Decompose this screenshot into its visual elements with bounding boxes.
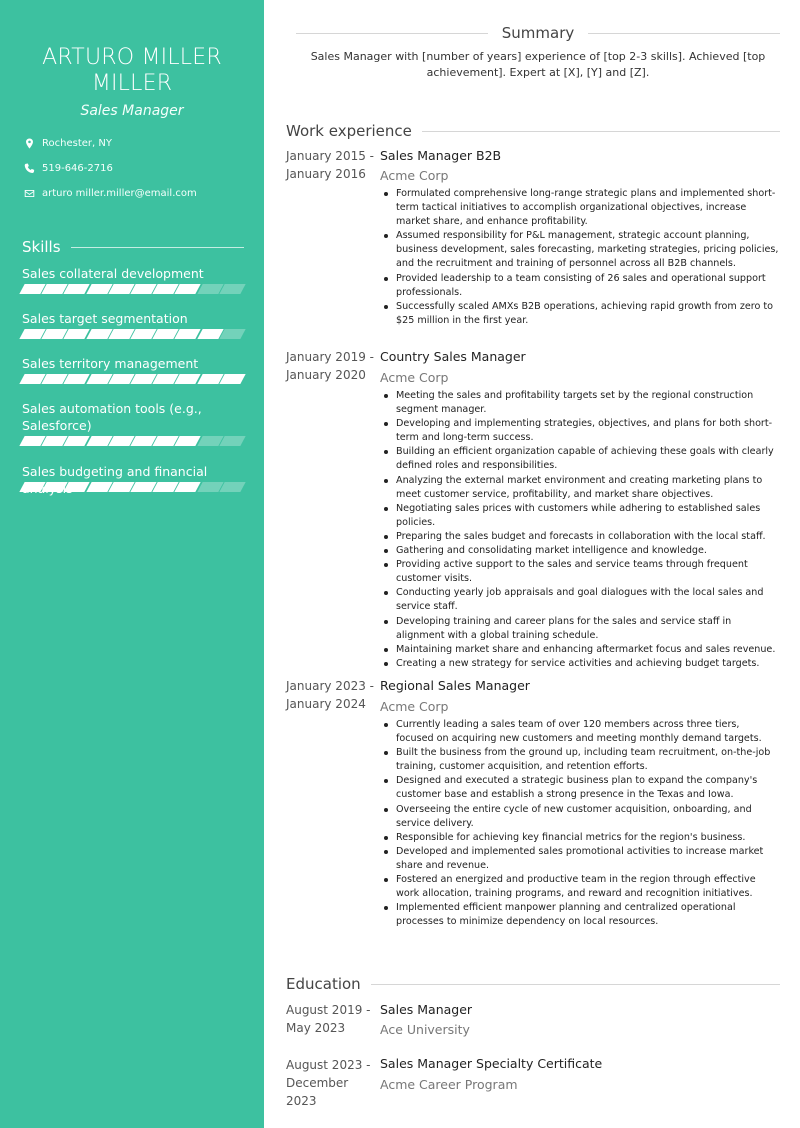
job-bullet: Successfully scaled AMXs B2B operations, achieving rapid growth from zero to $25 million in the first year.	[380, 300, 780, 328]
name-line-2: MILLER	[91, 71, 173, 96]
job-company: Acme Corp	[380, 699, 449, 714]
skill-level-bar	[22, 329, 244, 339]
education-dates	[286, 1001, 376, 1037]
education-school: Ace University	[380, 1022, 470, 1037]
job-bullet: Building an efficient organization capable of achieving these goals with clearly defined roles and responsibilities.	[380, 445, 780, 473]
education-school: Acme Career Program	[380, 1077, 518, 1092]
job-bullet: Analyzing the external market environment and creating marketing plans to meet customer service, profitability, and market share objectives.	[380, 474, 780, 502]
job-bullet: Overseeing the entire cycle of new customer acquisition, onboarding, and service delivery.	[380, 803, 780, 831]
skills-heading-row	[22, 238, 244, 256]
job-bullet: Meeting the sales and profitability targets set by the regional construction segment manager.	[380, 389, 780, 417]
skill-level-segment	[219, 374, 245, 384]
job-bullet: Conducting yearly job appraisals and goal dialogues with the local sales and service staff.	[380, 586, 780, 614]
job-bullet: Designed and executed a strategic business plan to expand the company's customer base and establish a strong presence in the Texas and Iowa.	[380, 774, 780, 802]
skill-level-segment	[219, 329, 245, 339]
job-bullet: Preparing the sales budget and forecasts in collaboration with the local staff.	[380, 530, 780, 544]
job-dates	[286, 147, 376, 183]
work-divider	[422, 131, 780, 132]
contact-email[interactable]	[23, 186, 197, 200]
skill-level-bar	[22, 482, 244, 492]
skill-label: Sales budgeting and financial	[22, 464, 208, 479]
work-heading: Work experience	[286, 122, 412, 140]
summary-heading: Summary	[501, 24, 575, 42]
job-bullet: Provided leadership to a team consisting of 26 sales and operational support professionals.	[380, 272, 780, 300]
job-bullet: Assumed responsibility for P&L management, strategic account planning, business development, sales forecasting, marketing strategies, pricing policies, and the recruitment and training of personnel across all B2B channels.	[380, 229, 780, 271]
candidate-name	[0, 45, 264, 97]
summary-heading-row	[296, 24, 780, 42]
education-date-end: December 2023	[286, 1076, 349, 1108]
education-heading: Education	[286, 975, 361, 993]
job-date-start: January 2023 -	[286, 679, 374, 693]
envelope-icon	[23, 187, 35, 199]
contact-location	[23, 136, 112, 150]
education-date-start: August 2019 -	[286, 1003, 371, 1017]
name-line-1: ARTURO MILLER	[42, 45, 222, 70]
candidate-title: Sales Manager	[80, 103, 184, 119]
location-pin-icon	[23, 137, 35, 149]
skill-level-segment	[219, 436, 245, 446]
job-title: Country Sales Manager	[380, 349, 526, 364]
job-bullet: Negotiating sales prices with customers while adhering to established sales policies.	[380, 502, 780, 530]
job-bullet: Developing and implementing strategies, objectives, and plans for both short-term and long-term success.	[380, 417, 780, 445]
skill-label: Sales automation tools (e.g., Salesforce)	[22, 401, 202, 433]
location-text: Rochester, NY	[42, 137, 112, 149]
summary-divider-left	[296, 33, 488, 34]
phone-text: 519-646-2716	[42, 162, 113, 174]
job-date-end: January 2016	[286, 167, 366, 181]
job-bullet: Gathering and consolidating market intelligence and knowledge.	[380, 544, 780, 558]
job-company: Acme Corp	[380, 370, 449, 385]
sidebar	[0, 0, 264, 1128]
education-dates	[286, 1056, 376, 1110]
work-heading-row	[286, 122, 780, 140]
job-title: Sales Manager B2B	[380, 148, 502, 163]
skill-level-segment	[219, 284, 245, 294]
skill-level-bar	[22, 284, 244, 294]
job-bullet: Creating a new strategy for service activities and achieving budget targets.	[380, 657, 780, 671]
job-bullets	[380, 187, 780, 328]
email-link[interactable]: arturo miller.miller@email.com	[42, 187, 197, 199]
job-company: Acme Corp	[380, 168, 449, 183]
job-bullet: Implemented efficient manpower planning and centralized operational processes to minimize dependency on local resources.	[380, 901, 780, 929]
job-bullet: Responsible for achieving key financial metrics for the region's business.	[380, 831, 780, 845]
education-degree: Sales Manager Specialty Certificate	[380, 1056, 603, 1071]
skills-divider	[71, 247, 244, 248]
skill-label: Sales territory management	[22, 356, 199, 371]
job-bullet: Developed and implemented sales promotional activities to increase market share and revenue.	[380, 845, 780, 873]
job-dates	[286, 348, 376, 384]
job-bullet: Developing training and career plans for the sales and service staff in alignment with a global training schedule.	[380, 615, 780, 643]
summary-divider-right	[588, 33, 780, 34]
education-date-start: August 2023 -	[286, 1058, 371, 1072]
summary-text: Sales Manager with [number of years] experience of [top 2-3 skills]. Achieved [top achievement]. Expert at [X], [Y] and [Z].	[310, 50, 766, 79]
skill-level-bar	[22, 374, 244, 384]
job-date-start: January 2015 -	[286, 149, 374, 163]
job-bullet: Currently leading a sales team of over 120 members across three tiers, focused on acquiring new customers and meeting monthly demand targets.	[380, 718, 780, 746]
skill-level-bar	[22, 436, 244, 446]
job-bullet: Maintaining market share and enhancing aftermarket focus and sales revenue.	[380, 643, 780, 657]
education-degree: Sales Manager	[380, 1002, 473, 1017]
job-bullet: Providing active support to the sales and service teams through frequent customer visits.	[380, 558, 780, 586]
skill-level-segment	[219, 482, 245, 492]
job-bullet: Formulated comprehensive long-range strategic plans and implemented short-term tactical initiatives to accomplish organizational objectives, increase market share, and enhance profitability.	[380, 187, 780, 229]
education-divider	[371, 984, 780, 985]
job-title: Regional Sales Manager	[380, 678, 530, 693]
skill-label: Sales collateral development	[22, 266, 204, 281]
job-date-end: January 2024	[286, 697, 366, 711]
job-bullet: Built the business from the ground up, including team recruitment, on-the-job training, customer acquisition, and retention efforts.	[380, 746, 780, 774]
job-date-end: January 2020	[286, 368, 366, 382]
phone-icon	[23, 162, 35, 174]
education-date-end: May 2023	[286, 1021, 346, 1035]
job-dates	[286, 677, 376, 713]
skill-label: Sales target segmentation	[22, 311, 188, 326]
job-bullets	[380, 389, 780, 671]
skills-heading: Skills	[22, 238, 61, 256]
job-bullets	[380, 718, 780, 929]
contact-phone	[23, 161, 113, 175]
education-heading-row	[286, 975, 780, 993]
job-bullet: Fostered an energized and productive team in the region through effective work allocation, training programs, and reward and recognition initiatives.	[380, 873, 780, 901]
job-date-start: January 2019 -	[286, 350, 374, 364]
